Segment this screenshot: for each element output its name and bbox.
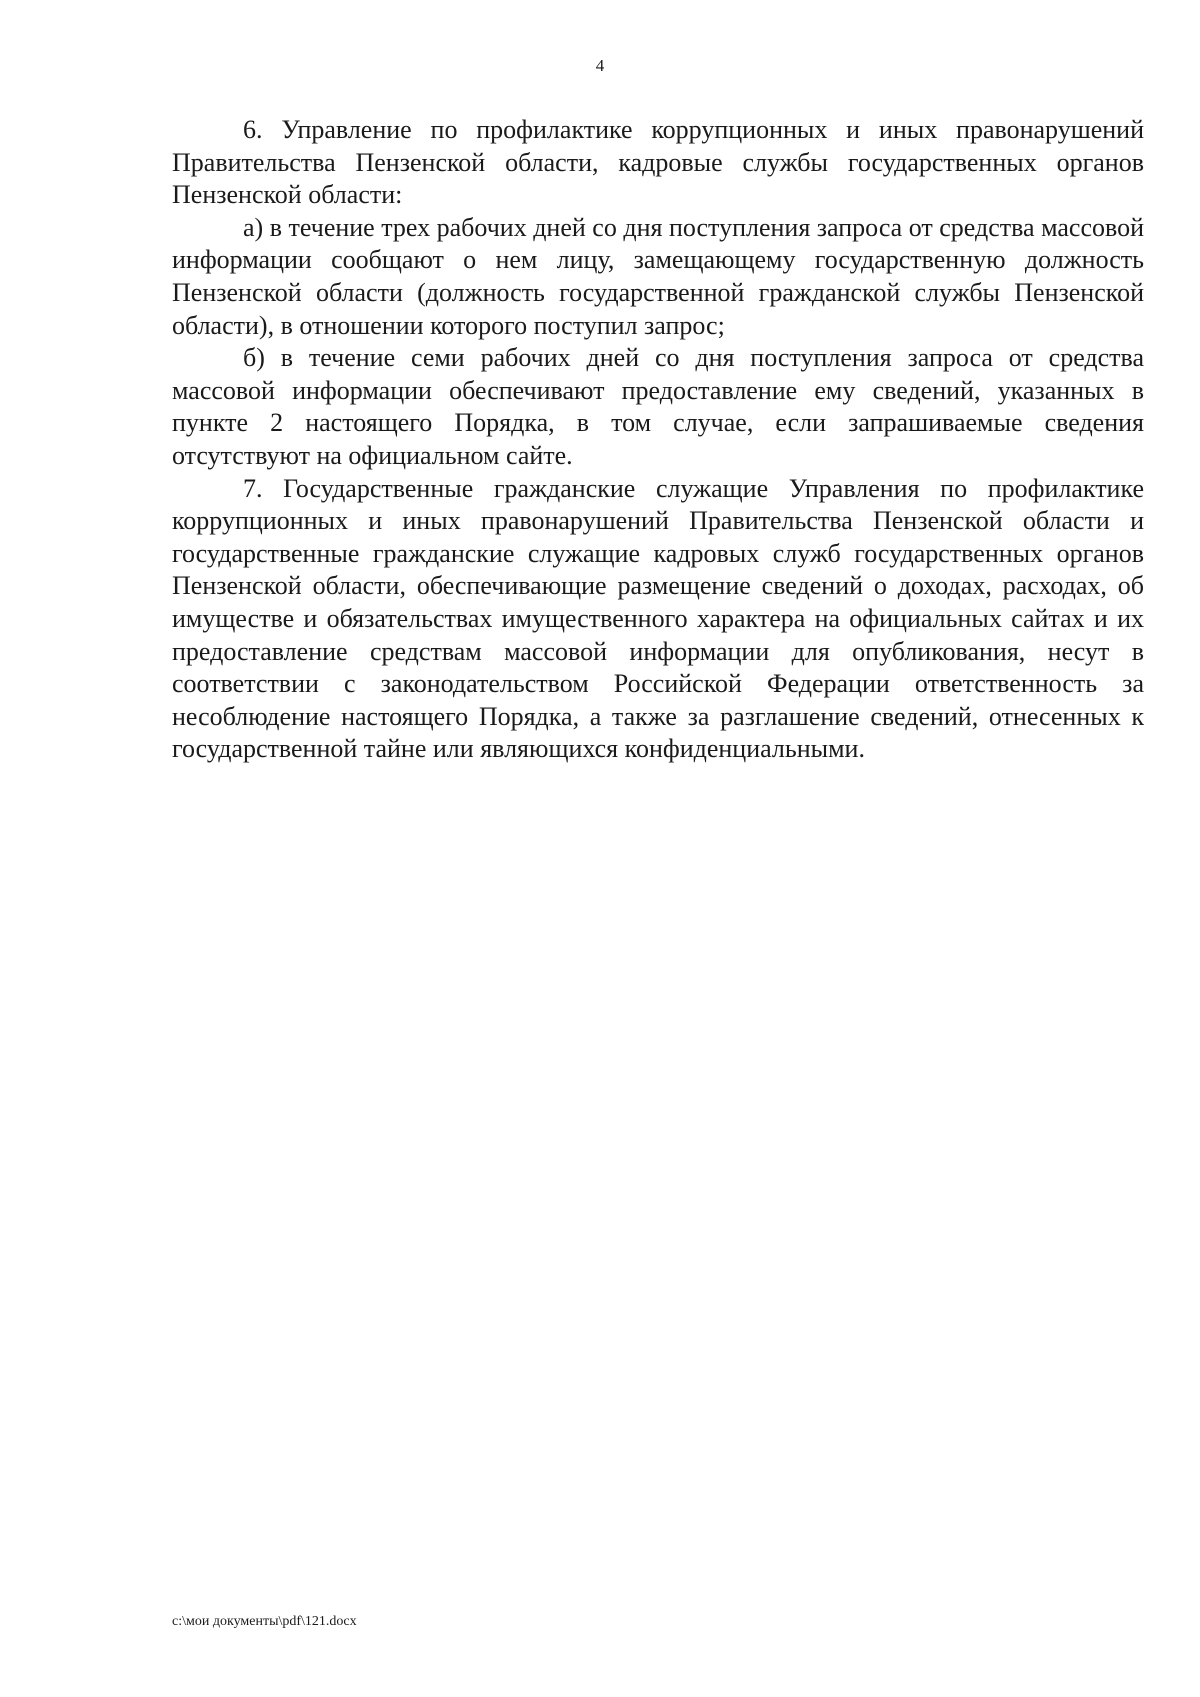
document-body bbox=[172, 114, 1144, 766]
footer-file-path: c:\мои документы\pdf\121.docx bbox=[172, 1614, 357, 1629]
paragraph-subitem-b: б) в течение семи рабочих дней со дня поступления запроса от средства массовой информации обеспечивают предоставление ему сведений, указанных в пункте 2 настоящего Порядка, в том случае, если запрашиваемые сведения отсутствуют на официальном сайте. bbox=[172, 343, 1144, 470]
paragraph-item-7: 7. Государственные гражданские служащие Управления по профилактике коррупционных и иных правонарушений Правительства Пензенской области и государственные гражданские служащие кадровых служб государственных органов Пензенской области, обеспечивающие размещение сведений о доходах, расходах, об имуществе и обязательствах имущественного характера на официальных сайтах и их предоставление средствам массовой информации для опубликования, несут в соответствии с законодательством Российской Федерации ответственность за несоблюдение настоящего Порядка, а также за разглашение сведений, отнесенных к государственной тайне или являющихся конфиденциальными. bbox=[172, 473, 1144, 764]
paragraph-subitem-a: а) в течение трех рабочих дней со дня поступления запроса от средства массовой информации сообщают о нем лицу, замещающему государственную должность Пензенской области (должность государственной гражданской службы Пензенской области), в отношении которого поступил запрос; bbox=[172, 212, 1144, 340]
page-number: 4 bbox=[595, 56, 605, 75]
paragraph-item-6: 6. Управление по профилактике коррупционных и иных правонарушений Правительства Пензенской области, кадровые службы государственных органов Пензенской области: bbox=[172, 115, 1144, 210]
